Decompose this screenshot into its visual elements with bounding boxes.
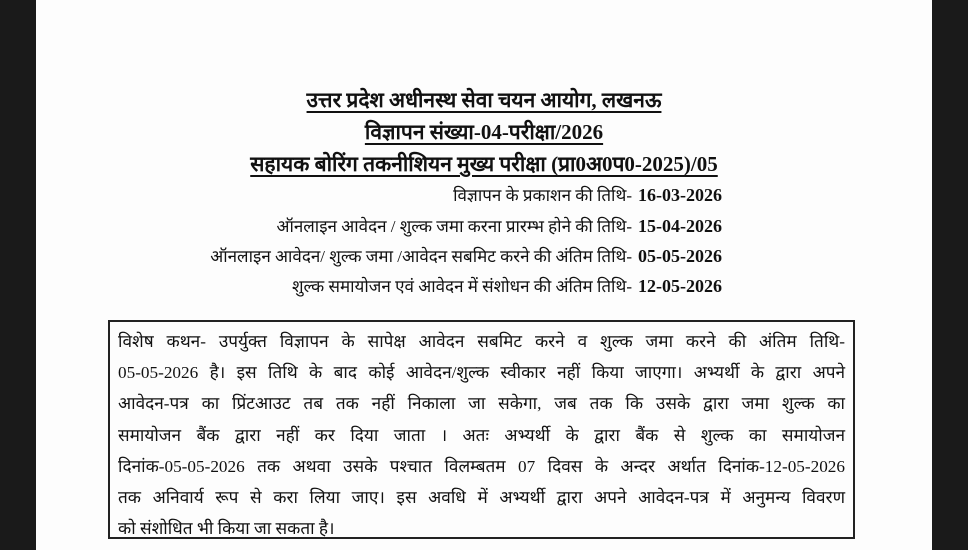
date-label: ऑनलाइन आवेदन/ शुल्क जमा /आवेदन सबमिट करने की अंतिम तिथि- — [210, 247, 632, 266]
notice-line: आवेदन-पत्र का प्रिंटआउट तब तक नहीं निकाला जा सकेगा, जब तक कि उसके द्वारा जमा शुल्क का — [118, 394, 845, 414]
date-label: विज्ञापन के प्रकाशन की तिथि- — [453, 186, 632, 205]
date-row — [276, 214, 722, 237]
special-notice-box — [108, 320, 855, 539]
date-value: 15-04-2026 — [638, 216, 722, 236]
notice-line: तक अनिवार्य रूप से करा लिया जाए। इस अवधि में अभ्यर्थी द्वारा अपने आवेदन-पत्र में अनुमन्य विवरण — [118, 488, 845, 508]
notice-line: दिनांक-05-05-2026 तक अथवा उसके पश्चात विलम्बतम 07 दिवस के अन्दर अर्थात दिनांक-12-05-2026 — [118, 456, 845, 476]
notice-line: 05-05-2026 है। इस तिथि के बाद कोई आवेदन/शुल्क स्वीकार नहीं किया जाएगा। अभ्यर्थी के द्वारा अपने — [118, 363, 845, 383]
org-heading-text: उत्तर प्रदेश अधीनस्थ सेवा चयन आयोग, लखनऊ — [306, 88, 662, 112]
document-page — [36, 0, 932, 550]
date-value: 05-05-2026 — [638, 246, 722, 266]
exam-heading — [36, 150, 932, 178]
date-label: शुल्क समायोजन एवं आवेदन में संशोधन की अंतिम तिथि- — [291, 277, 632, 296]
advt-number-heading — [36, 118, 932, 146]
notice-line: को संशोधित भी किया जा सकता है। — [118, 519, 335, 539]
date-value: 16-03-2026 — [638, 185, 722, 205]
notice-line: विशेष कथन- उपर्युक्त विज्ञापन के सापेक्ष आवेदन सबमिट करने व शुल्क जमा करने की अंतिम तिथि- — [118, 332, 845, 351]
date-row — [453, 183, 722, 206]
advt-number-text: विज्ञापन संख्या-04-परीक्षा/2026 — [364, 120, 604, 144]
date-value: 12-05-2026 — [638, 276, 722, 296]
date-row — [292, 274, 722, 297]
notice-line: समायोजन बैंक द्वारा नहीं कर दिया जाता । अतः अभ्यर्थी के द्वारा बैंक से शुल्क का समायोजन — [118, 425, 845, 445]
org-heading — [36, 86, 932, 114]
date-label: ऑनलाइन आवेदन / शुल्क जमा करना प्रारम्भ होने की तिथि- — [276, 217, 632, 236]
date-row — [210, 244, 722, 267]
exam-heading-text: सहायक बोरिंग तकनीशियन मुख्य परीक्षा (प्रा0अ0प0-2025)/05 — [250, 152, 718, 176]
